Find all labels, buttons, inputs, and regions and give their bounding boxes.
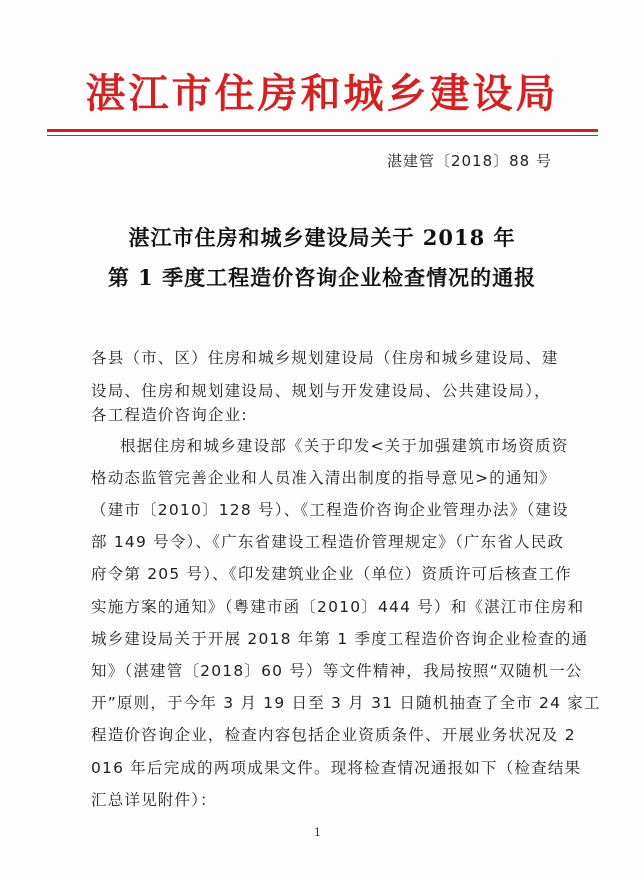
page-number: 1 (314, 826, 321, 839)
body-line-text: 程造价咨询企业，检查内容包括企业资质条件、开展业务状况及 2 (91, 726, 576, 744)
body-line-text: 府令第 205 号）、《印发建筑业企业（单位）资质许可后核查工作 (91, 565, 572, 583)
body-line (0, 556, 644, 592)
body-line (0, 750, 644, 786)
body-line-text: （建市〔2010〕128 号）、《工程造价咨询企业管理办法》（建设 (91, 501, 569, 519)
body-line-text: 根据住房和城乡建设部《关于印发<关于加强建筑市场资质资 (120, 437, 569, 455)
body-line (0, 340, 644, 376)
body-line-text: 知》（湛建管〔2018〕60 号）等文件精神，我局按照“双随机一公 (91, 662, 583, 680)
body-line (0, 782, 644, 818)
body-line (0, 653, 644, 689)
body-line (0, 492, 644, 528)
header-rule-thick (47, 129, 598, 132)
body-line (0, 621, 644, 657)
document-number: 湛建管〔2018〕88 号 (386, 152, 552, 170)
body-line-text: 各县（市、区）住房和城乡规划建设局（住房和城乡建设局、建 (91, 349, 559, 367)
body-line-text: 城乡建设局关于开展 2018 年第 1 季度工程造价咨询企业检查的通 (91, 630, 589, 648)
body-line-text: 各工程造价咨询企业: (91, 406, 248, 424)
title-line-1: 湛江市住房和城乡建设局关于 2018 年 (128, 225, 516, 250)
body-line (0, 524, 644, 560)
header-rule-thin (47, 135, 598, 136)
body-line-text: 开”原则，于今年 3 月 19 日至 3 月 31 日随机抽查了全市 24 家工 (91, 694, 601, 712)
body-line-text: 格动态监管完善企业和人员准入清出制度的指导意见>的通知》 (91, 469, 557, 487)
body-line (0, 460, 644, 496)
body-line-text: 016 年后完成的两项成果文件。现将检查情况通报如下（检查结果 (91, 759, 582, 777)
body-line (0, 717, 644, 753)
title-line-2: 第 1 季度工程造价咨询企业检查情况的通报 (107, 265, 537, 290)
body-line (0, 428, 644, 464)
body-line-text: 设局、住房和规划建设局、规划与开发建设局、公共建设局）， (91, 382, 551, 400)
body-line (0, 685, 644, 721)
body-line-text: 汇总详见附件）： (91, 791, 217, 809)
organization-header: 湛江市住房和城乡建设局 (85, 70, 559, 117)
body-line-text: 部 149 号令）、《广东省建设工程造价管理规定》（广东省人民政 (91, 533, 565, 551)
body-line-text: 实施方案的通知》（粤建市函〔2010〕444 号）和《湛江市住房和 (91, 598, 585, 616)
body-line (0, 589, 644, 625)
